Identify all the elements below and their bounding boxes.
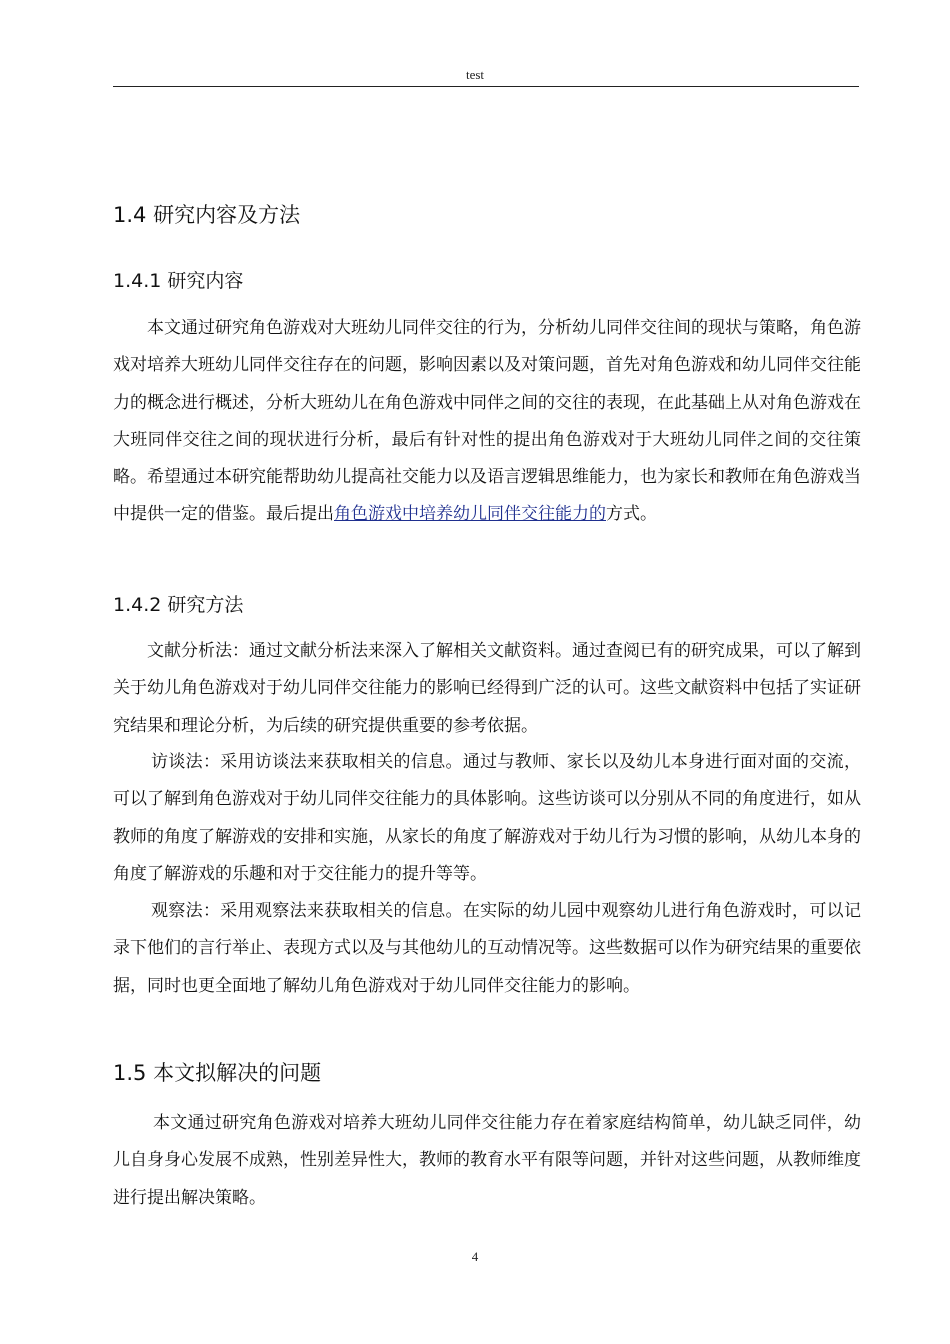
section-heading-1-5: 1.5 本文拟解决的问题 <box>113 1061 322 1085</box>
paragraph-text: 本文通过研究角色游戏对大班幼儿同伴交往的行为，分析幼儿同伴交往间的现状与策略，角色游戏对培养大班幼儿同伴交往存在的问题，影响因素以及对策问题，首先对角色游戏和幼儿同伴交往能力的概念进行概述，分析大班幼儿在角色游戏中同伴之间的交往的表现，在此基础上从对角色游戏在大班同伴交往之间的现状进行分析，最后有针对性的提出角色游戏对于大班幼儿同伴之间的交往策略。希望通过本研究能帮助幼儿提高社交能力以及语言逻辑思维能力，也为家长和教师在角色游戏当中提供一定的借鉴。最后提出 <box>113 318 861 525</box>
paragraph-problems: 本文通过研究角色游戏对培养大班幼儿同伴交往能力存在着家庭结构简单，幼儿缺乏同伴，幼儿自身身心发展不成熟，性别差异性大，教师的教育水平有限等问题，并针对这些问题，从教师维度进行提出解决策略。 <box>113 1113 861 1208</box>
page-header: test <box>465 67 485 82</box>
header-divider <box>113 86 859 87</box>
inline-link[interactable]: 角色游戏中培养幼儿同伴交往能力的 <box>334 504 606 525</box>
paragraph-research-content <box>113 310 861 534</box>
page-number: 4 <box>471 1249 479 1264</box>
section-heading-1-4: 1.4 研究内容及方法 <box>113 203 301 227</box>
paragraph-literature-method: 文献分析法：通过文献分析法来深入了解相关文献资料。通过查阅已有的研究成果，可以了解到关于幼儿角色游戏对于幼儿同伴交往能力的影响已经得到广泛的认可。这些文献资料中包括了实证研究结果和理论分析，为后续的研究提供重要的参考依据。 <box>113 641 861 736</box>
section-heading-1-4-1: 1.4.1 研究内容 <box>113 270 244 292</box>
paragraph-interview-method: 访谈法：采用访谈法来获取相关的信息。通过与教师、家长以及幼儿本身进行面对面的交流，可以了解到角色游戏对于幼儿同伴交往能力的具体影响。这些访谈可以分别从不同的角度进行，如从教师的角度了解游戏的安排和实施，从家长的角度了解游戏对于幼儿行为习惯的影响，从幼儿本身的角度了解游戏的乐趣和对于交往能力的提升等等。 <box>113 752 861 884</box>
paragraph-text-end: 方式。 <box>606 504 657 525</box>
section-heading-1-4-2: 1.4.2 研究方法 <box>113 594 244 616</box>
paragraph-observation-method: 观察法：采用观察法来获取相关的信息。在实际的幼儿园中观察幼儿进行角色游戏时，可以记录下他们的言行举止、表现方式以及与其他幼儿的互动情况等。这些数据可以作为研究结果的重要依据，同时也更全面地了解幼儿角色游戏对于幼儿同伴交往能力的影响。 <box>113 901 861 996</box>
